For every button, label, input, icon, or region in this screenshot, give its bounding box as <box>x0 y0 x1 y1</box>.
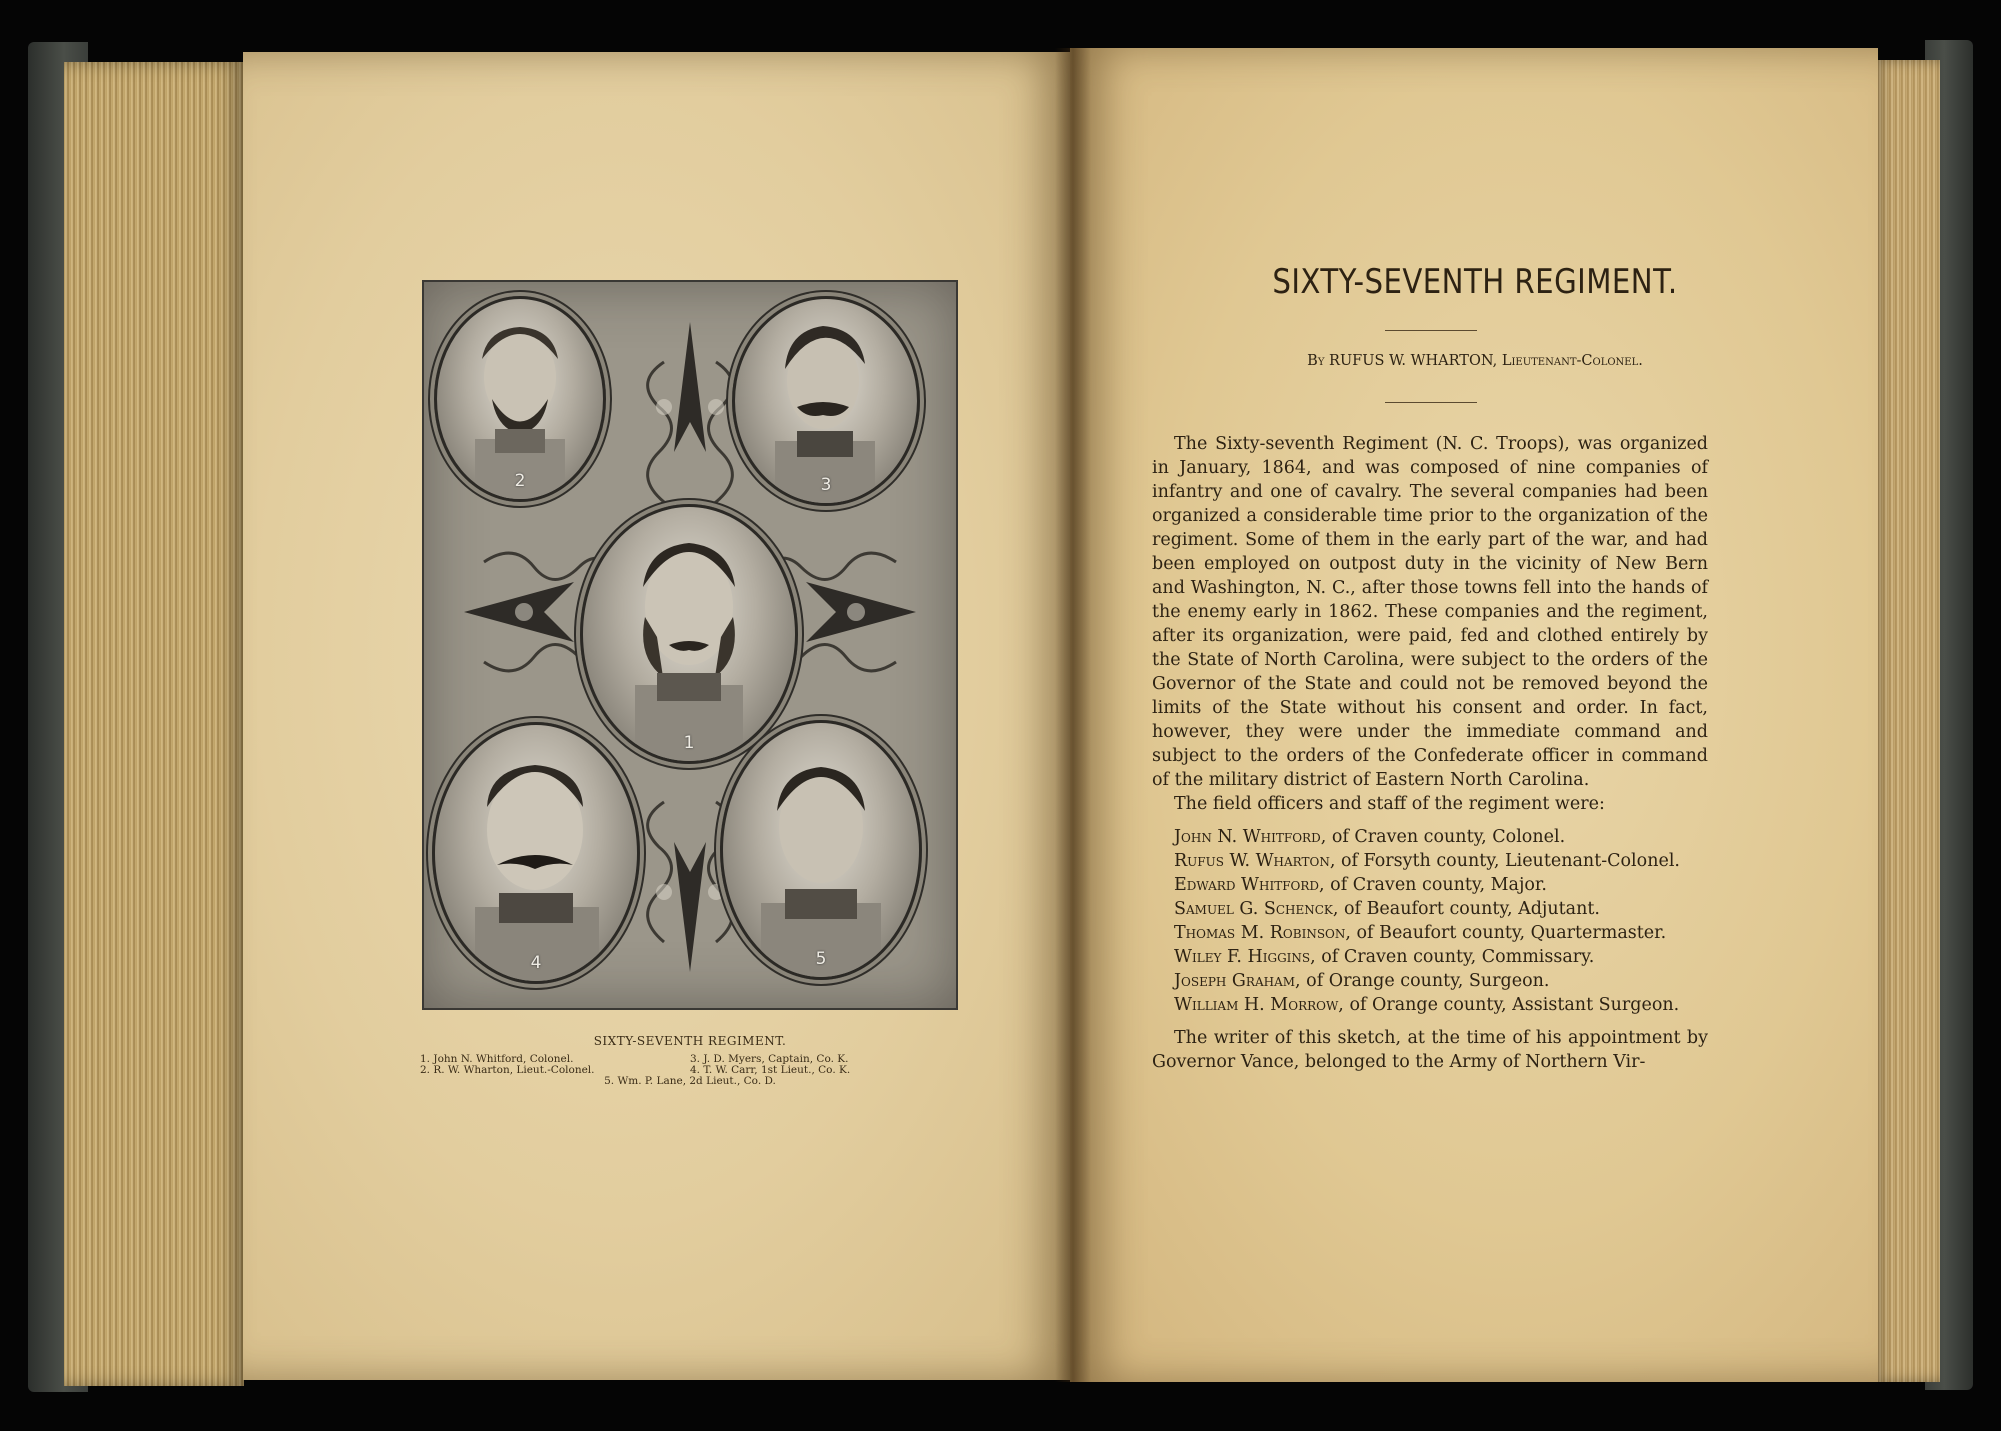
paragraph: The field officers and staff of the regiment were: <box>1174 794 1605 814</box>
book-gutter <box>1055 48 1091 1382</box>
officer-entry <box>1152 945 1708 969</box>
title-rule <box>1385 330 1477 331</box>
byline-name: RUFUS W. WHARTON, <box>1329 353 1498 369</box>
portrait-number: 1 <box>683 733 695 753</box>
officer-entry <box>1152 897 1708 921</box>
caption-item: 1. John N. Whitford, Colonel. <box>420 1053 574 1065</box>
officer-detail: of Beaufort county, Adjutant. <box>1338 899 1600 919</box>
officer-entry <box>1152 993 1708 1017</box>
officer-name: John N. Whitford, <box>1174 827 1327 847</box>
officer-name: Joseph Graham, <box>1174 971 1301 991</box>
officer-detail: of Craven county, Major. <box>1324 875 1547 895</box>
officer-detail: of Beaufort county, Quartermaster. <box>1350 923 1667 943</box>
officer-detail: of Forsyth county, Lieutenant-Colonel. <box>1335 851 1680 871</box>
officer-entry <box>1152 921 1708 945</box>
caption-item: 4. T. W. Carr, 1st Lieut., Co. K. <box>690 1064 851 1076</box>
caption-item: 3. J. D. Myers, Captain, Co. K. <box>690 1053 849 1065</box>
paragraph: The Sixty-seventh Regiment (N. C. Troops), was organized in January, 1864, and was composed of nine companies of infantry and one of cavalry. The several companies had been organized a considerable time prior to the organization of the regiment. Some of them in the early part of the war, and had been employed on outpost duty in the vicinity of New Bern and Washington, N. C., after those towns fell into the hands of the enemy early in 1862. These companies and the regiment, after its organization, were paid, fed and clothed entirely by the State of North Carolina, were subject to the orders of the Governor of the State and could not be removed beyond the limits of the State without his consent and order. In fact, however, they were under the immediate command and subject to the orders of the Confederate officer in command of the military district of Eastern North Carolina. <box>1152 434 1708 790</box>
portrait-number: 5 <box>815 949 827 969</box>
officer-entry <box>1152 873 1708 897</box>
caption-item: 5. Wm. P. Lane, 2d Lieut., Co. D. <box>604 1075 776 1087</box>
officer-detail: of Orange county, Assistant Surgeon. <box>1343 995 1680 1015</box>
portrait-4 <box>432 722 640 984</box>
portrait-number: 4 <box>530 953 542 973</box>
portrait-3 <box>732 296 920 506</box>
officer-detail: of Orange county, Surgeon. <box>1300 971 1550 991</box>
plate-caption <box>420 1034 960 1087</box>
paragraph: The writer of this sketch, at the time of his appointment by Governor Vance, belonged to the Army of Northern Vir- <box>1152 1028 1708 1072</box>
article-body <box>1152 432 1708 1074</box>
officer-detail: of Craven county, Colonel. <box>1326 827 1566 847</box>
byline-rule <box>1385 402 1477 403</box>
officer-name: Rufus W. Wharton, <box>1174 851 1336 871</box>
caption-title: SIXTY-SEVENTH REGIMENT. <box>593 1034 787 1048</box>
officer-detail: of Craven county, Commissary. <box>1315 947 1595 967</box>
officer-name: Samuel G. Schenck, <box>1174 899 1339 919</box>
portrait-number: 3 <box>820 475 832 495</box>
portrait-5 <box>720 720 922 980</box>
officer-name: William H. Morrow, <box>1174 995 1344 1015</box>
portrait-number: 2 <box>514 471 526 491</box>
article-title: SIXTY-SEVENTH REGIMENT. <box>1272 262 1678 302</box>
page-edges-left <box>64 62 244 1386</box>
officer-entry <box>1152 825 1708 849</box>
portrait-plate <box>422 280 958 1010</box>
page-edges-right <box>1870 60 1940 1382</box>
officer-entry <box>1152 969 1708 993</box>
officer-name: Thomas M. Robinson, <box>1174 923 1351 943</box>
portrait-2 <box>434 296 606 502</box>
officer-entry <box>1152 849 1708 873</box>
byline-prefix: By <box>1307 353 1325 369</box>
caption-item: 2. R. W. Wharton, Lieut.-Colonel. <box>420 1064 595 1076</box>
byline-rank: Lieutenant-Colonel. <box>1501 353 1643 369</box>
byline <box>1140 353 1810 369</box>
officer-name: Edward Whitford, <box>1174 875 1325 895</box>
officer-name: Wiley F. Higgins, <box>1174 947 1316 967</box>
